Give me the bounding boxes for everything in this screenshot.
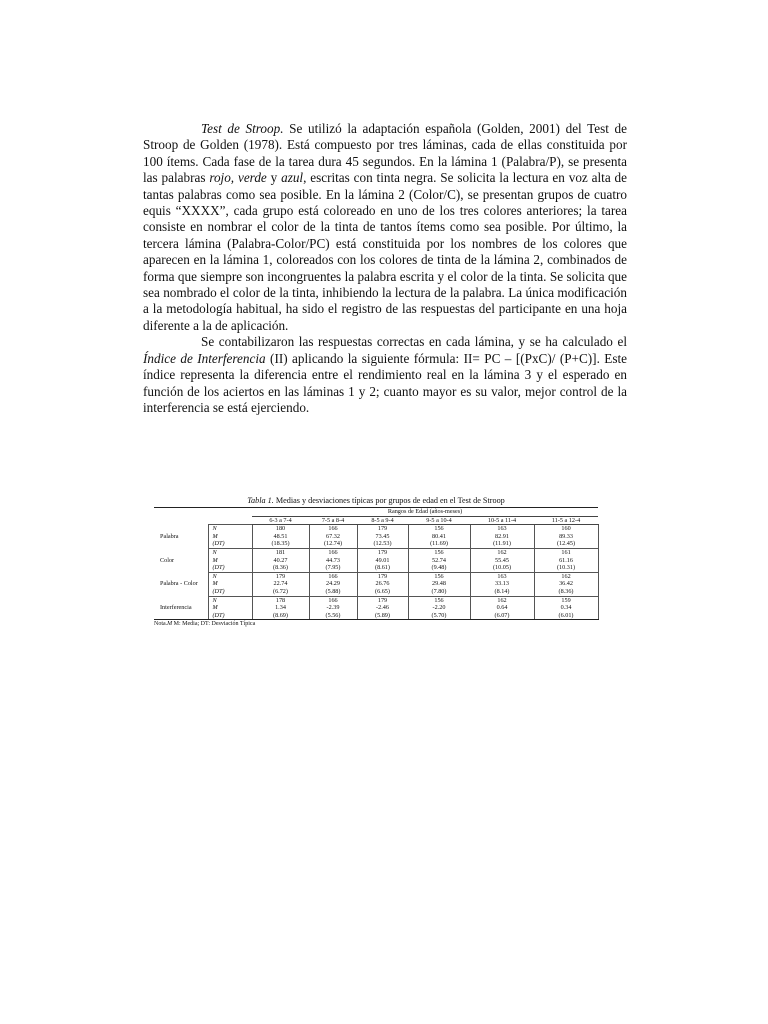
table-row xyxy=(154,596,598,604)
results-table xyxy=(154,507,599,620)
table-cell: 44.73 xyxy=(309,557,357,565)
group-label: Palabra - Color xyxy=(160,580,198,588)
table-cell: (8.14) xyxy=(470,588,534,596)
table-cell: (6.01) xyxy=(534,612,598,620)
table-cell: 156 xyxy=(408,596,470,604)
table-caption: Tabla 1. Medias y desviaciones típicas por grupos de edad en el Test de Stroop xyxy=(247,496,505,505)
table-cell: 181 xyxy=(252,548,309,556)
table-cell: 67.32 xyxy=(309,533,357,541)
age-range-label: 9-5 a 10-4 xyxy=(408,516,470,525)
group-label xyxy=(154,564,208,572)
table-row xyxy=(154,572,598,580)
table-cell: (7.95) xyxy=(309,564,357,572)
table-cell: 40.27 xyxy=(252,557,309,565)
stat-label: N xyxy=(208,596,252,604)
stat-label: N xyxy=(208,572,252,580)
table-cell: 24.29 xyxy=(309,580,357,588)
table-cell: 162 xyxy=(470,596,534,604)
table-cell: 80.41 xyxy=(408,533,470,541)
group-label xyxy=(154,572,208,580)
header-row-span xyxy=(154,508,598,517)
table-cell: 26.76 xyxy=(357,580,408,588)
table-cell: 33.13 xyxy=(470,580,534,588)
stat-label: N xyxy=(208,525,252,533)
table-cell: 0.34 xyxy=(534,604,598,612)
table-cell: (11.91) xyxy=(470,540,534,548)
age-range-label: 11-5 a 12-4 xyxy=(534,516,598,525)
table-cell: (5.56) xyxy=(309,612,357,620)
table-cell: -2.20 xyxy=(408,604,470,612)
table-cell: 178 xyxy=(252,596,309,604)
table-cell: (12.53) xyxy=(357,540,408,548)
table-cell: 179 xyxy=(252,572,309,580)
group-label: Palabra xyxy=(160,532,179,540)
stat-label: M xyxy=(208,604,252,612)
table-cell: (5.88) xyxy=(309,588,357,596)
table-cell: 166 xyxy=(309,572,357,580)
table-row xyxy=(154,580,598,588)
table-cell: 0.64 xyxy=(470,604,534,612)
stat-label: (DT) xyxy=(208,612,252,620)
table-row xyxy=(154,525,598,533)
table-cell: 52.74 xyxy=(408,557,470,565)
group-label: Color xyxy=(160,556,175,564)
table-cell: 29.48 xyxy=(408,580,470,588)
paragraph-stroop-description: Test de Stroop. Se utilizó la adaptación española (Golden, 2001) del Test de Stroop de Golden (1978). Está compuesto por tres láminas, cada de ellas constituida por 100 ítems. Cada fase de la tarea dura 45 segundos. En la lámina 1 (Palabra/P), se presenta las palabras rojo, verde y azul, escritas con tinta negra. Se solicita la lectura en voz alta de tantas palabras como sea posible. En la lámina 2 (Color/C), se presentan grupos de cuatro equis “XXXX”, cada grupo está coloreado en uno de los tres colores anteriores; la tarea consiste en nombrar el color de la tinta de tantos ítems como sea posible. Por último, la tercera lámina (Palabra-Color/PC) está constituida por los nombres de los colores que aparecen en la lámina 1, coloreados con los colores de tinta de la lámina 2, combinados de forma que siempre son incongruentes la palabra escrita y el color de la tinta. Se solicita que sea nombrado el color de la tinta, inhibiendo la lectura de la palabra. La única modificación a la metodología habitual, ha sido el registro de las respuestas del participante en una hoja diferente a la de aplicación. xyxy=(143,121,627,333)
table-cell: 161 xyxy=(534,548,598,556)
table-cell: (6.72) xyxy=(252,588,309,596)
table-cell: 179 xyxy=(357,596,408,604)
table-cell: 89.33 xyxy=(534,533,598,541)
table-cell: 82.91 xyxy=(470,533,534,541)
age-range-label: 6-3 a 7-4 xyxy=(252,516,309,525)
stat-label: M xyxy=(208,533,252,541)
table-cell: 55.45 xyxy=(470,557,534,565)
stat-label: (DT) xyxy=(208,588,252,596)
group-label xyxy=(154,525,208,533)
paragraph-heading: Test de Stroop. xyxy=(201,121,284,136)
stat-label: M xyxy=(208,557,252,565)
group-label xyxy=(154,540,208,548)
table-cell: (5.70) xyxy=(408,612,470,620)
table-row xyxy=(154,548,598,556)
table-cell: (12.45) xyxy=(534,540,598,548)
table-cell: (6.07) xyxy=(470,612,534,620)
stat-label: M xyxy=(208,580,252,588)
table-cell: 162 xyxy=(470,548,534,556)
table-cell: (10.05) xyxy=(470,564,534,572)
header-row-ages xyxy=(154,516,598,525)
table-cell: 179 xyxy=(357,572,408,580)
table-cell: -2.46 xyxy=(357,604,408,612)
stroop-table xyxy=(154,496,598,629)
group-label xyxy=(154,548,208,556)
table-cell: 166 xyxy=(309,548,357,556)
table-cell: (11.69) xyxy=(408,540,470,548)
paragraph-interference-index: Se contabilizaron las respuestas correctas en cada lámina, y se ha calculado el Índice de Interferencia (II) aplicando la siguiente fórmula: II= PC – [(PxC)/ (P+C)]. Este índice representa la diferencia entre el rendimiento real en la lámina 3 y el esperado en función de los aciertos en las láminas 1 y 2; cuanto mayor es su valor, mejor control de la interferencia se está ejerciendo. xyxy=(143,334,628,415)
table-cell: 166 xyxy=(309,525,357,533)
table-cell: 166 xyxy=(309,596,357,604)
table-cell: (8.36) xyxy=(534,588,598,596)
age-range-label: 8-5 a 9-4 xyxy=(357,516,408,525)
table-cell: (7.80) xyxy=(408,588,470,596)
table-cell: 156 xyxy=(408,548,470,556)
age-range-label: 7-5 a 8-4 xyxy=(309,516,357,525)
table-cell: 36.42 xyxy=(534,580,598,588)
table-row xyxy=(154,604,598,612)
group-label: Interferencia xyxy=(160,604,192,612)
table-row xyxy=(154,533,598,541)
age-range-label: 10-5 a 11-4 xyxy=(470,516,534,525)
table-row xyxy=(154,612,598,620)
table-cell: 61.16 xyxy=(534,557,598,565)
table-cell: 49.01 xyxy=(357,557,408,565)
table-cell: 156 xyxy=(408,525,470,533)
table-cell: 179 xyxy=(357,525,408,533)
table-cell: 162 xyxy=(534,572,598,580)
table-cell: (10.31) xyxy=(534,564,598,572)
table-cell: (8.61) xyxy=(357,564,408,572)
table-cell: 163 xyxy=(470,525,534,533)
table-cell: -2.39 xyxy=(309,604,357,612)
table-cell: (18.35) xyxy=(252,540,309,548)
table-cell: 1.34 xyxy=(252,604,309,612)
table-row xyxy=(154,540,598,548)
body-text xyxy=(143,121,627,416)
group-label xyxy=(154,596,208,604)
stat-label: (DT) xyxy=(208,564,252,572)
table-cell: (8.36) xyxy=(252,564,309,572)
table-cell: 48.51 xyxy=(252,533,309,541)
group-label xyxy=(154,612,208,620)
table-cell: (12.74) xyxy=(309,540,357,548)
table-row xyxy=(154,564,598,572)
table-cell: (9.48) xyxy=(408,564,470,572)
table-cell: 22.74 xyxy=(252,580,309,588)
table-cell: 156 xyxy=(408,572,470,580)
table-cell: (6.65) xyxy=(357,588,408,596)
table-cell: 179 xyxy=(357,548,408,556)
age-range-header: Rangos de Edad (años-meses) xyxy=(252,508,598,517)
table-row xyxy=(154,588,598,596)
stat-label: N xyxy=(208,548,252,556)
table-note: Nota.M M: Media; DT: Desviación Típica xyxy=(154,621,256,628)
table-row xyxy=(154,557,598,565)
table-cell: 159 xyxy=(534,596,598,604)
group-label xyxy=(154,588,208,596)
table-cell: 160 xyxy=(534,525,598,533)
table-cell: (8.69) xyxy=(252,612,309,620)
table-cell: (5.89) xyxy=(357,612,408,620)
table-cell: 163 xyxy=(470,572,534,580)
stat-label: (DT) xyxy=(208,540,252,548)
table-cell: 180 xyxy=(252,525,309,533)
table-cell: 73.45 xyxy=(357,533,408,541)
